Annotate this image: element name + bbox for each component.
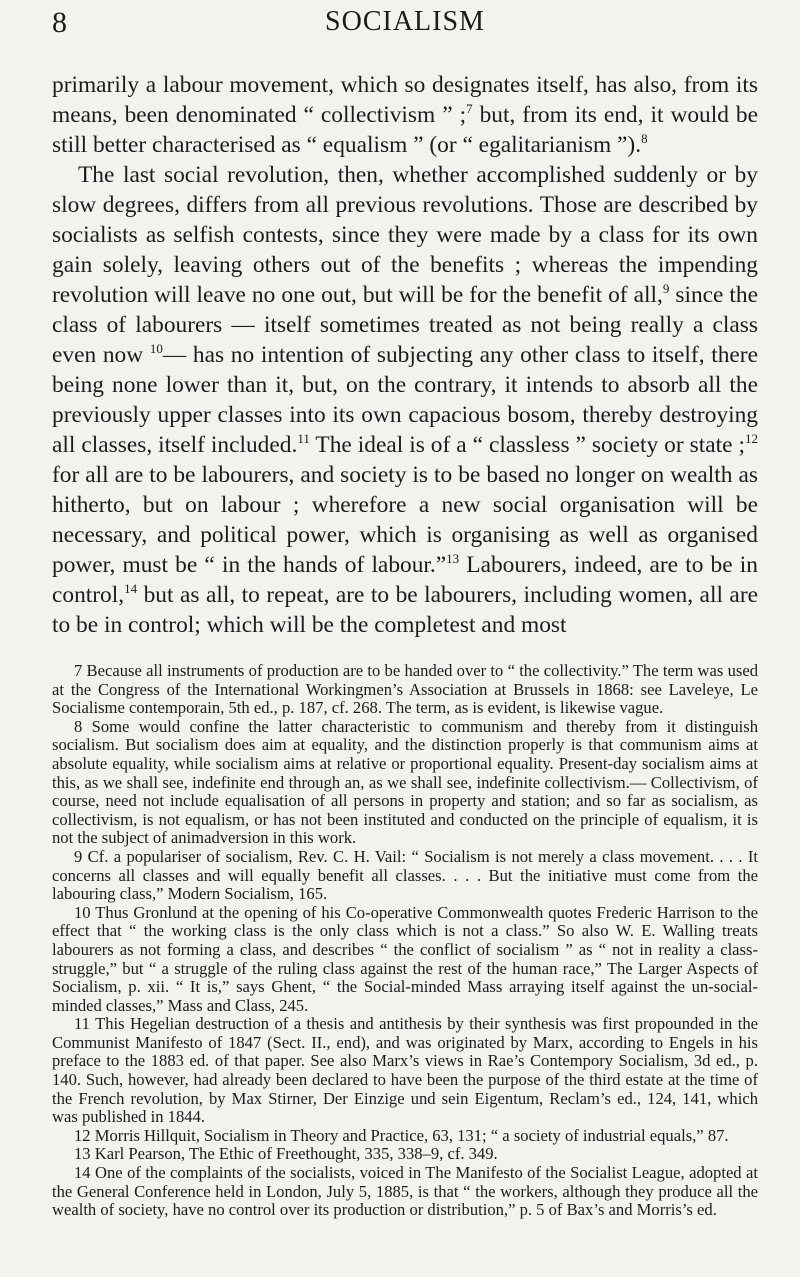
text-run: Labourers, indeed, are to be in control,: [52, 552, 758, 608]
text-run: since the class of labourers — itself sometimes treated as not being really a class even now: [52, 282, 758, 368]
footnote: 7 Because all instruments of production are to be handed over to “ the collectivity.” The term was used at the Congress of the International Workingmen’s Association at Brussels in 1868: see Laveleye, Le Socialisme contemporain, 5th ed., p. 187, cf. 268. The term, as is evident, is likewise vague.: [52, 661, 758, 718]
text-run: for all are to be labourers, and society is to be based no longer on wealth as hitherto, but on labour ; wherefore a new social organisation will be necessary, and political power, which is organising as well as organised power, must be “ in the hands of labour.”: [52, 462, 758, 578]
paragraph: [52, 70, 758, 160]
text-run: — has no intention of subjecting any other class to itself, there being none lower than it, but, on the contrary, it intends to absorb all the previously upper classes into its own capacious bosom, thereby destroying all classes, itself included.: [52, 342, 758, 458]
text-run: The last social revolution, then, whether accomplished suddenly or by slow degrees, differs from all previous revolutions. Those are described by socialists as selfish contests, since they were made by a class for its own gain solely, leaving others out of the benefits ; whereas the impending revolution will leave no one out, but will be for the benefit of all,: [52, 162, 758, 308]
footnote: 9 Cf. a populariser of socialism, Rev. C. H. Vail: “ Socialism is not merely a class movement. . . . It concerns all classes and will equally benefit all classes. . . . But the initiative must come from the labouring class,” Modern Socialism, 165.: [52, 846, 758, 904]
text-run: primarily a labour movement, which so designates itself, has also, from its means, been denominated “ collectivism ” ;: [52, 72, 758, 128]
footnote-ref: 11: [297, 431, 310, 447]
footnote: 11 This Hegelian destruction of a thesis and antithesis by their synthesis was first propounded in the Communist Manifesto of 1847 (Sect. II., end), and was originated by Marx, according to Engels in his preface to the 1883 ed. of that paper. See also Marx’s views in Rae’s Contempory Socialism, 3d ed., p. 140. Such, however, had already been declared to have been the purpose of the third estate at the time of the French revolution, by Max Stirner, Der Einzige und sein Eigentum, Reclam’s ed., 124, 141, which was published in 1844.: [52, 1014, 758, 1127]
text-run: but, from its end, it would be still better characterised as “ equalism ” (or “ egalitarianism ”).: [52, 102, 758, 158]
page-header: [52, 0, 758, 70]
footnote-ref: 8: [641, 131, 648, 147]
text-run: but as all, to repeat, are to be labourers, including women, all are to be in control; which will be the completest and most: [52, 582, 758, 638]
page-number: 8: [52, 6, 67, 39]
footnotes: [52, 662, 758, 1220]
footnote-ref: 13: [446, 551, 460, 567]
footnote-ref: 10: [149, 341, 163, 357]
text-run: The ideal is of a “ classless ” society or state ;: [309, 432, 745, 458]
running-head: SOCIALISM: [325, 6, 485, 37]
footnote: 10 Thus Gronlund at the opening of his Co-operative Commonwealth quotes Frederic Harrison to the effect that “ the working class is the only class which is not a class.” So also W. E. Walling treats labourers as not forming a class, and describes “ the conflict of socialism ” as “ not in reality a class-struggle,” but “ a struggle of the ruling class against the rest of the human race,” The Larger Aspects of Socialism, p. xii. “ It is,” says Ghent, “ the Social-minded Mass arraying itself against the un-social-minded classes,” Mass and Class, 245.: [52, 902, 758, 1015]
footnote: 12 Morris Hillquit, Socialism in Theory and Practice, 63, 131; “ a society of industrial equals,” 87.: [74, 1125, 729, 1145]
body-text: [52, 70, 758, 640]
footnote-ref: 7: [466, 101, 473, 117]
footnote: 8 Some would confine the latter characteristic to communism and thereby from it distinguish socialism. But socialism does aim at equality, and the distinction properly is that communism aims at absolute equality, while socialism aims at relative or proportional equality. Present-day socialism aims at this, as we shall see, indefinite end through an, as we shall see, indefinite collectivism.— Collectivism, of course, need not include equalisation of all persons in property and station; and so far as socialism, as collectivism, is not equalism, or has not been instituted and conducted on the principle of equalism, it is not the subject of animadversion in this work.: [52, 716, 758, 848]
footnote-ref: 14: [124, 581, 138, 597]
footnote-ref: 9: [662, 281, 670, 297]
footnote-ref: 12: [745, 431, 758, 447]
paragraph: [52, 160, 758, 640]
footnote: 13 Karl Pearson, The Ethic of Freethought, 335, 338–9, cf. 349.: [74, 1144, 498, 1164]
footnote: 14 One of the complaints of the socialists, voiced in The Manifesto of the Socialist League, adopted at the General Conference held in London, July 5, 1885, is that “ the workers, although they produce all the wealth of society, have no control over its production or distribution,” p. 5 of Bax’s and Morris’s ed.: [52, 1163, 758, 1220]
